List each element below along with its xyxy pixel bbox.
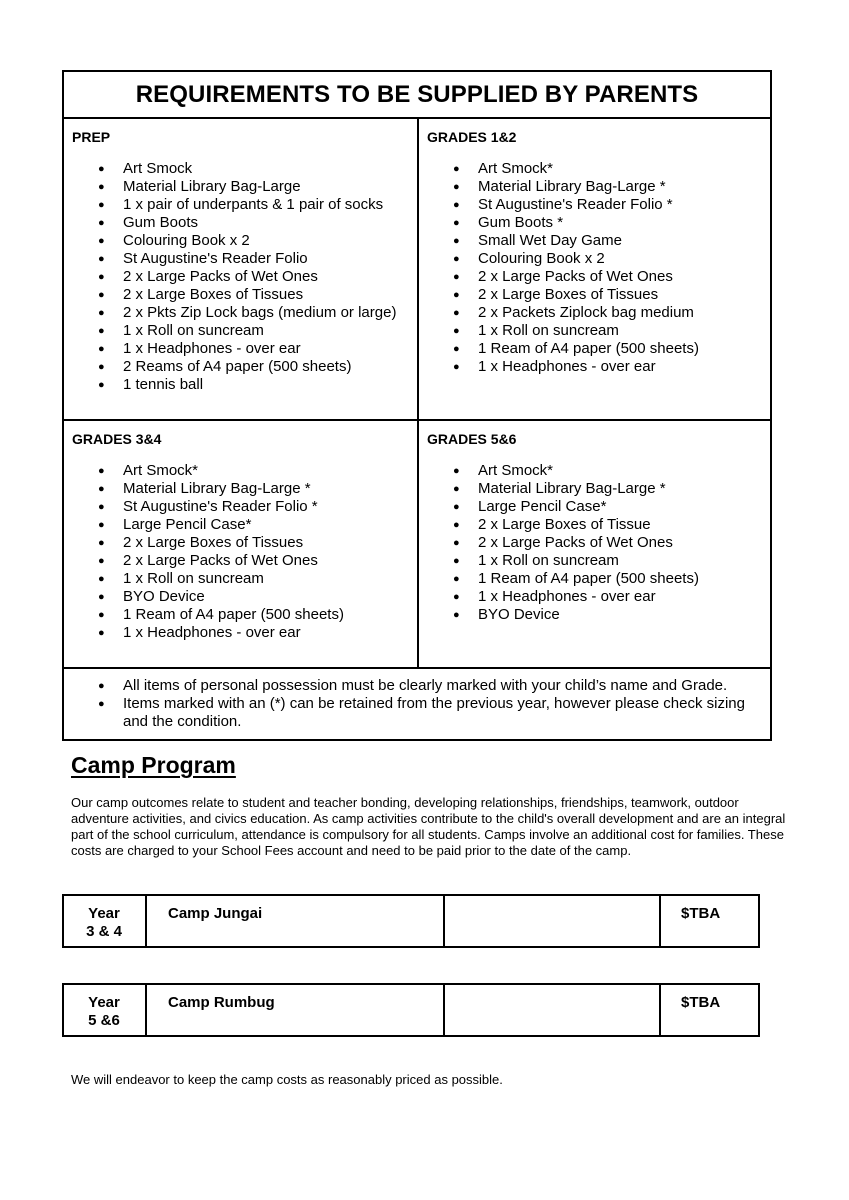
list-item: ● 2 x Large Boxes of Tissues [419,286,699,304]
list-item: ● Art Smock* [419,462,699,480]
camp-blank-cell [445,896,661,946]
grades-1-2-list [419,160,699,376]
camp-name: Camp Rumbug [168,994,275,1011]
camp-cost: $TBA [681,905,721,922]
list-item: ● 1 Ream of A4 paper (500 sheets) [419,570,699,588]
grades-3-4-cell [64,421,419,669]
grades-5-6-cell [419,421,770,669]
grades-5-6-list [419,462,699,624]
list-item: ● St Augustine's Reader Folio * [419,196,699,214]
camp-year-label [64,905,144,941]
list-item: ● Material Library Bag-Large * [419,480,699,498]
list-item: ● Colouring Book x 2 [64,232,396,250]
notes-list [64,677,763,731]
list-item: ● 2 Reams of A4 paper (500 sheets) [64,358,396,376]
list-item: ● 1 tennis ball [64,376,396,394]
camp-program-heading: Camp Program [71,752,236,778]
closing-note: We will endeavor to keep the camp costs as reasonably priced as possible. [71,1072,503,1087]
camp-year-line1: Year [88,905,120,922]
camp-year-line2: 5 &6 [88,1012,120,1029]
prep-list [64,160,396,394]
prep-heading: PREP [72,129,111,145]
list-item: ● 1 Ream of A4 paper (500 sheets) [419,340,699,358]
list-item: ● BYO Device [64,588,344,606]
list-item: ● Colouring Book x 2 [419,250,699,268]
list-item: ● Material Library Bag-Large * [419,178,699,196]
grades-3-4-heading: GRADES 3&4 [72,431,162,447]
list-item: ● 2 x Pkts Zip Lock bags (medium or large) [64,304,396,322]
list-item: ● 2 x Large Packs of Wet Ones [64,552,344,570]
notes-cell [64,669,770,739]
camp-cost-cell [661,985,758,1035]
requirements-title: REQUIREMENTS TO BE SUPPLIED BY PARENTS [64,72,770,119]
list-item: ● 1 x Roll on suncream [64,322,396,340]
camp-name-cell [147,985,445,1035]
list-item: ● 1 x Headphones - over ear [419,588,699,606]
list-item: ● St Augustine's Reader Folio [64,250,396,268]
list-item: ● 2 x Large Packs of Wet Ones [419,534,699,552]
list-item: ● Material Library Bag-Large * [64,480,344,498]
camp-table-row [62,983,760,1037]
grades-5-6-heading: GRADES 5&6 [427,431,517,447]
list-item: ● Small Wet Day Game [419,232,699,250]
grades-1-2-heading: GRADES 1&2 [427,129,517,145]
list-item: ● Art Smock* [64,462,344,480]
camp-name-cell [147,896,445,946]
note-item: ● Items marked with an (*) can be retained from the previous year, however please check sizing and the condition. [64,695,763,731]
camp-table-row [62,894,760,948]
list-item: ● Gum Boots [64,214,396,232]
list-item: ● BYO Device [419,606,699,624]
camp-year-line1: Year [88,994,120,1011]
camp-blank-cell [445,985,661,1035]
list-item: ● 2 x Large Boxes of Tissues [64,286,396,304]
camp-cost-cell [661,896,758,946]
list-item: ● 2 x Large Boxes of Tissues [64,534,344,552]
list-item: ● 1 x Headphones - over ear [64,340,396,358]
list-item: ● 1 x Roll on suncream [64,570,344,588]
list-item: ● 2 x Large Packs of Wet Ones [419,268,699,286]
list-item: ● Large Pencil Case* [64,516,344,534]
list-item: ● Gum Boots * [419,214,699,232]
camp-cost: $TBA [681,994,721,1011]
list-item: ● Art Smock* [419,160,699,178]
list-item: ● Art Smock [64,160,396,178]
list-item: ● Material Library Bag-Large [64,178,396,196]
list-item: ● 1 x pair of underpants & 1 pair of socks [64,196,396,214]
camp-program-paragraph: Our camp outcomes relate to student and teacher bonding, developing relationships, friendships, teamwork, outdoor adventure activities, and civics education. As camp activities contribute to the child's overall development and are an integral part of the school curriculum, attendance is compulsory for all students. Camps involve an additional cost for families. These costs are charged to your School Fees account and need to be paid prior to the date of the camp. [71,795,786,858]
note-item: ● All items of personal possession must be clearly marked with your child’s name and Grade. [64,677,763,695]
camp-year-cell [64,896,147,946]
list-item: ● 1 x Headphones - over ear [419,358,699,376]
list-item: ● 1 Ream of A4 paper (500 sheets) [64,606,344,624]
list-item: ● 2 x Packets Ziplock bag medium [419,304,699,322]
list-item: ● 1 x Roll on suncream [419,322,699,340]
list-item: ● 2 x Large Packs of Wet Ones [64,268,396,286]
camp-year-cell [64,985,147,1035]
requirements-table [62,70,772,741]
camp-year-label [64,994,144,1030]
camp-name: Camp Jungai [168,905,263,922]
list-item: ● 1 x Headphones - over ear [64,624,344,642]
list-item: ● Large Pencil Case* [419,498,699,516]
list-item: ● 2 x Large Boxes of Tissue [419,516,699,534]
grades-3-4-list [64,462,344,642]
camp-year-line2: 3 & 4 [86,923,122,940]
list-item: ● 1 x Roll on suncream [419,552,699,570]
grades-1-2-cell [419,119,770,421]
prep-cell [64,119,419,421]
list-item: ● St Augustine's Reader Folio * [64,498,344,516]
